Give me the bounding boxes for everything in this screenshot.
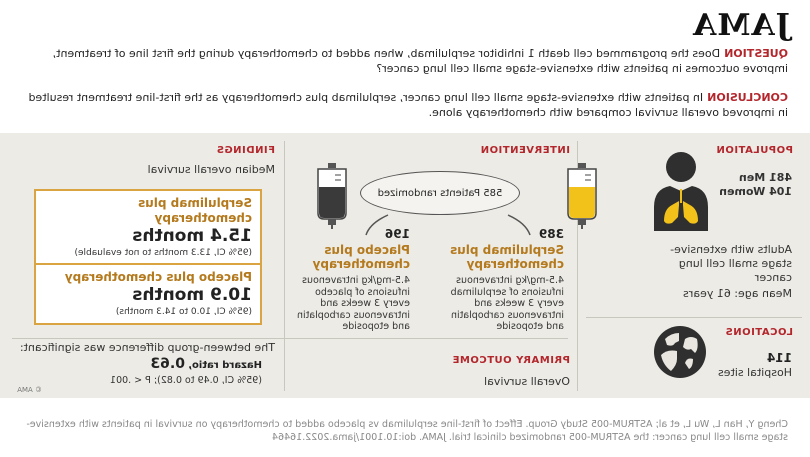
jama-logo: JAMA bbox=[692, 8, 790, 43]
divider bbox=[586, 317, 802, 318]
finding-box-title: Serplulimab plus chemotherapy bbox=[138, 196, 252, 225]
iv-bag-serplulimab-icon bbox=[564, 163, 600, 229]
arm2-title: Placebo plus chemotherapy bbox=[312, 243, 410, 271]
divider bbox=[12, 338, 568, 339]
header bbox=[0, 0, 810, 133]
population-title: POPULATION bbox=[715, 145, 793, 156]
question-text: Does the programmed cell death 1 inhibitor serplulimab, when added to chemotherapy during the first line of treatment, improve outcomes in patients with extensive-stage small cell lung cancer? bbox=[52, 47, 788, 75]
population-women: 104 Women bbox=[719, 185, 792, 198]
locations-title: LOCATIONS bbox=[725, 327, 793, 338]
intervention-title: INTERVENTION bbox=[480, 145, 570, 156]
finding-box-value: 10.9 months bbox=[132, 285, 252, 305]
finding-box-value: 15.4 months bbox=[132, 226, 252, 246]
population-description: Adults with extensive-stage small cell lung cancer bbox=[670, 243, 792, 284]
finding-box-ci: (95% CI, 13.3 months to not evaluable) bbox=[74, 248, 252, 258]
footer bbox=[0, 398, 810, 457]
hazard-ratio bbox=[150, 356, 262, 372]
randomization-branches bbox=[348, 205, 548, 239]
hazard-ratio-value: 0.63 bbox=[150, 356, 185, 372]
globe-icon bbox=[653, 325, 707, 379]
arm2-description: 4.5-mg/kg intravenous infusions of placebo every 3 weeks and intravenous carboplatin and etoposide bbox=[296, 275, 410, 332]
person-lungs-icon bbox=[652, 149, 710, 231]
finding-box-placebo bbox=[34, 263, 262, 325]
locations-count: 114 bbox=[766, 351, 792, 365]
arm1-title: Serplulimab plus chemotherapy bbox=[450, 243, 564, 271]
conclusion-block bbox=[18, 90, 788, 120]
summary-panel bbox=[0, 133, 810, 398]
conclusion-text: In patients with extensive-stage small cell lung cancer, serplulimab plus chemotherapy as the first-line treatment resulted in improved overall survival compared with chemotherapy alone. bbox=[28, 91, 788, 119]
arm1-description: 4.5-mg/kg intravenous infusions of serplulimab every 3 weeks and intravenous carboplatin and etoposide bbox=[450, 275, 564, 332]
copyright: © AMA bbox=[17, 386, 42, 394]
hazard-ratio-label: Hazard ratio, bbox=[188, 360, 262, 371]
iv-bag-placebo-icon bbox=[314, 163, 350, 229]
primary-outcome-text: Overall survival bbox=[484, 375, 570, 388]
question-block bbox=[18, 46, 788, 76]
finding-box-ci: (95% CI, 10.0 to 14.3 months) bbox=[115, 307, 252, 317]
findings-title: FINDINGS bbox=[216, 145, 275, 156]
question-label: QUESTION bbox=[724, 47, 788, 60]
finding-box-serplulimab bbox=[34, 189, 262, 266]
population-men: 481 Men bbox=[738, 171, 792, 184]
arm1-count: 389 bbox=[538, 227, 564, 241]
findings-difference: The between-group difference was significant: bbox=[19, 341, 275, 354]
locations-label: Hospital sites bbox=[718, 366, 792, 379]
findings-subtitle: Median overall survival bbox=[147, 163, 275, 176]
conclusion-label: CONCLUSION bbox=[707, 91, 788, 104]
hazard-ratio-ci: (95% CI, 0.49 to 0.82); P < .001 bbox=[109, 375, 262, 386]
randomized-label: 585 Patients randomized bbox=[377, 187, 503, 199]
population-mean-age: Mean age: 61 years bbox=[683, 287, 792, 300]
finding-box-title: Placebo plus chemotherapy bbox=[64, 270, 252, 284]
arm2-count: 196 bbox=[384, 227, 410, 241]
citation: Cheng Y, Han L, Wu L, et al; ASTRUM-005 Study Group. Effect of first-line serplulimab vs placebo added to chemotherapy on survival in patients with extensive-stage small cell lung cancer: the ASTRUM-005 randomized clinical trial. JAMA. doi:10.1001/jama.2022.16464 bbox=[26, 419, 788, 443]
primary-outcome-title: PRIMARY OUTCOME bbox=[452, 355, 570, 366]
divider bbox=[284, 141, 285, 391]
